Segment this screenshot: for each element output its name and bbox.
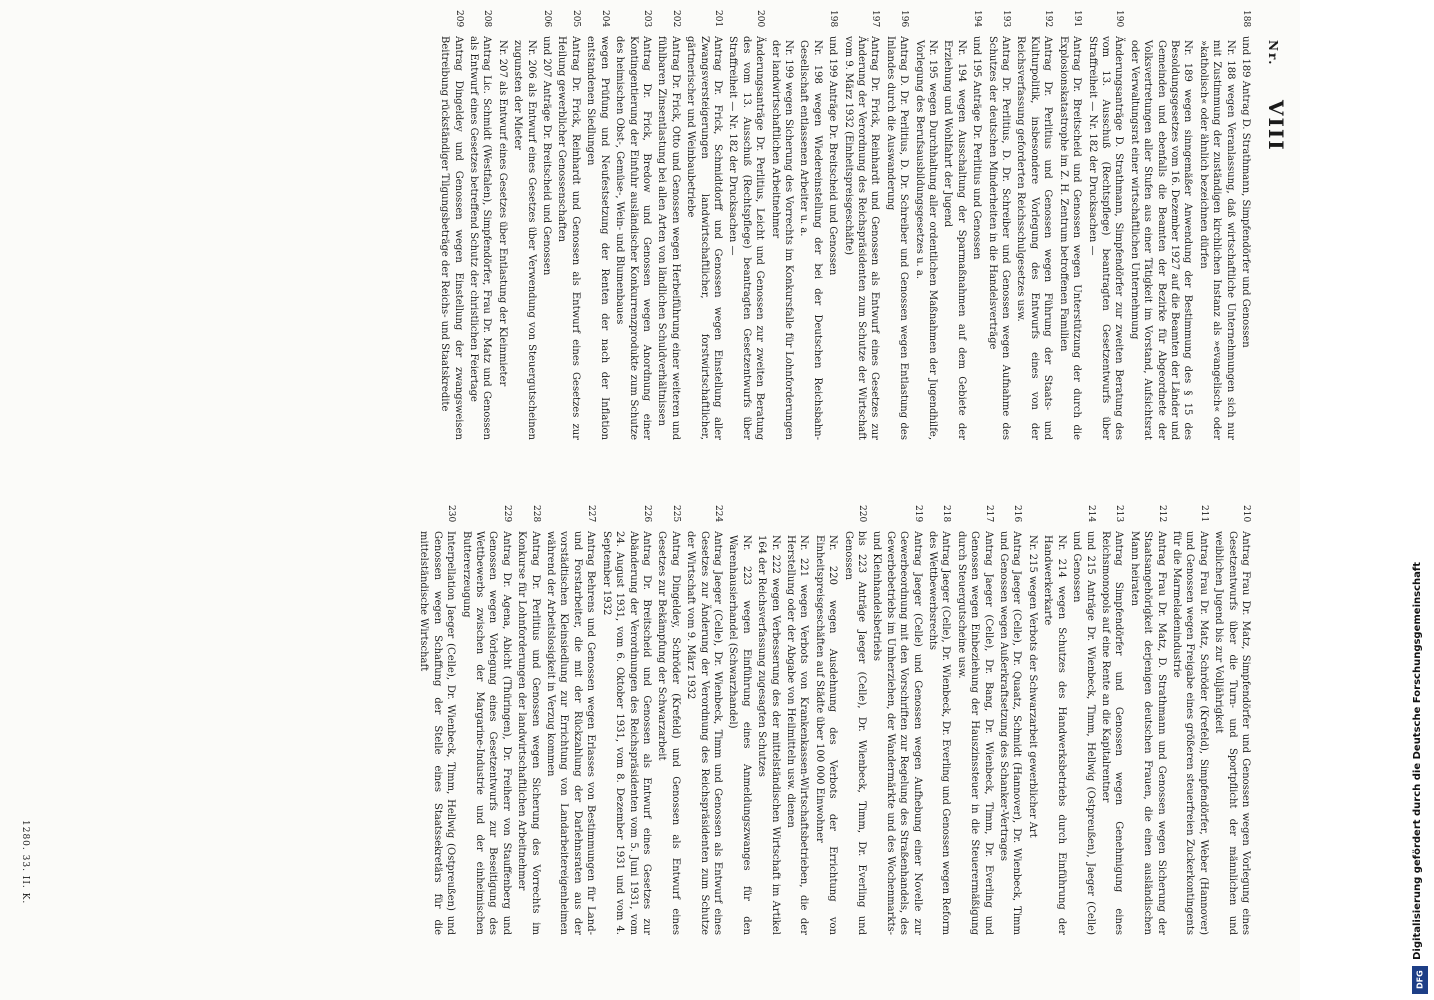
agenda-entry — [655, 505, 682, 935]
entry-number: 230 — [446, 505, 457, 523]
entry-number: 190 — [1114, 10, 1125, 28]
agenda-entry — [841, 505, 868, 935]
entry-text: Antrag Jaeger (Celle) und Genossen wegen Aufhebung einer Novelle zur Gewerbeordnung mit den Vorschriften zur Regelung des Straßenhandels, des Gewerbebetriebs im Umherziehen, der Wandermärkte und des Wochenmarkts- und Kleinhandelsbetriebs — [871, 531, 923, 935]
entry-number: 219 — [912, 505, 923, 523]
entry-number: 204 — [599, 10, 610, 28]
entry-text: Antrag Jaeger (Celle), Dr. Quaatz, Schmidt (Hannover), Dr. Wienbeck, Timm und Genossen wegen Außerkraftsetzung des Schanker-Vertrages — [998, 531, 1023, 935]
entry-text: und 215 Anträge Dr. Wienbeck, Timm, Hellwig (Ostpreußen), Jaeger (Celle) und Genossen — [1071, 531, 1096, 935]
agenda-entry — [467, 10, 494, 440]
agenda-entry — [511, 10, 538, 440]
entry-number: 188 — [1241, 10, 1251, 28]
agenda-entry — [784, 505, 811, 935]
entry-text: bis 223 Anträge Jaeger (Celle), Dr. Wienbeck, Timm, Dr. Everling und Genossen — [842, 531, 868, 935]
entry-text: Nr. 195 wegen Durchhaltung aller ordentlichen Maßnahmen der Jugendhilfe, Vorlegung des Berufsausbildungsgesetzes u. a. — [913, 40, 939, 440]
agenda-entry — [1056, 10, 1083, 440]
entry-number: 225 — [670, 505, 681, 523]
agenda-entry — [941, 10, 968, 440]
entry-text: und 207 Anträge Dr. Breitscheid und Genossen — [541, 36, 553, 276]
agenda-entry — [985, 10, 1012, 440]
entry-text: Antrag Jaeger (Celle), Dr. Wienbeck, Dr. Everling und Genossen wegen Reform des Wettbewerbsrechts — [927, 531, 952, 935]
agenda-entry — [1070, 505, 1097, 935]
entry-text: Nr. 189 wegen sinngemäßer Anwendung der Bestimmung des § 15 des Besoldungsgesetzes vom 16. Dezember 1927 auf die Beamten der Länder und Gemeinden und ebenfalls die Beamten der Bezirke für Abgeordnete der Volksvertretungen aller Stufen aus einer Tätigkeit im Vorstand, Aufsichtsrat oder Verwaltungsrat einer wirtschaftlichen Unternehmung — [1128, 40, 1194, 440]
agenda-entry — [1170, 505, 1210, 935]
agenda-entry — [599, 505, 653, 935]
agenda-entry — [1026, 505, 1039, 935]
entry-text: Antrag Dr. Breitscheid und Genossen wegen Unterstützung der durch die Explosionskatastrophe im Z. H. Zentrum betroffenen Familien — [1057, 36, 1083, 440]
agenda-entry — [459, 505, 513, 935]
agenda-entry — [841, 10, 881, 440]
entry-text: Antrag D. Dr. Perlitius, D. Dr. Schreiber und Genossen wegen Entlastung des Inlandes durch die Auswanderung — [884, 36, 910, 440]
digitization-sidebar — [1408, 0, 1434, 1000]
agenda-entry — [555, 10, 582, 440]
agenda-entry — [1127, 505, 1167, 935]
entry-text: Antrag Frau Dr. Matz, Simpfendörfer und Genossen wegen Vorlegung eines Gesetzentwurfs über die Turn- und Sportpflicht der männlichen und weiblichen Jugend bis zur Volljährigkeit — [1213, 531, 1251, 935]
entry-text: Antrag Lic. Schmidt (Westfalen), Simpfendörfer, Frau Dr. Matz und Genossen als Entwurf eines Gesetzes betreffend Schutz der christlichen Feiertage — [468, 36, 493, 440]
entry-text: Nr. 214 wegen Schutzes des Handwerksbetriebs durch Einführung der Handwerkerkarte — [1042, 535, 1067, 935]
page-header — [1248, 40, 1288, 960]
entry-number: 224 — [712, 505, 723, 523]
agenda-entry — [755, 505, 782, 935]
entry-text: Antrag Dingeldey und Genossen wegen Einstellung der zwangsweisen Beitreibung rückständiger Tilgungsbeträge der Reichs- und Staatskredite — [439, 36, 464, 440]
entry-number: 191 — [1072, 10, 1083, 28]
agenda-entry — [515, 505, 542, 935]
agenda-entry — [1212, 505, 1252, 935]
agenda-entry — [797, 10, 824, 440]
agenda-entry — [726, 10, 766, 440]
entry-text: Nr. 222 wegen Verbesserung des der mittelständischen Wirtschaft im Artikel 164 der Reichsverfassung zugesagten Schutzes — [756, 535, 781, 935]
entry-text: Nr. 223 wegen Einführung eines Anmeldungszwanges für den Warenhausierhandel (Schwarzhandel) — [727, 535, 752, 935]
entry-number: 216 — [1012, 505, 1023, 523]
agenda-entry — [870, 505, 924, 935]
entry-number: 193 — [1001, 10, 1012, 28]
entry-text: wegen Prüfung und Neufestsetzung der Renten der nach der Inflation entstandenen Siedlungen — [585, 36, 610, 440]
entry-number: 212 — [1156, 505, 1167, 523]
page-roman-numeral: VIII — [1264, 100, 1288, 152]
entry-text: Antrag Jaeger (Celle), Dr. Wienbeck, Timm und Genossen als Entwurf eines Gesetzes zur Änderung der Verordnung des Reichspräsidenten zum Schutze der Wirtschaft vom 9. März 1932 — [685, 531, 723, 935]
entry-number: 228 — [530, 505, 541, 523]
entry-number: 211 — [1198, 505, 1209, 523]
entry-number: 209 — [453, 10, 464, 28]
agenda-entry — [883, 10, 910, 440]
entry-text: Antrag Dr. Breitscheid und Genossen als Entwurf eines Gesetzes zur Abänderung der Verordnungen des Reichspräsidenten vom 5. Juni 1931, vom 24. August 1931, vom 6. Oktober 1931, vom 8. Dezember 1931 und vom 4. September 1932 — [600, 531, 652, 935]
entry-text: Nr. 194 wegen Ausschaltung der Sparmaßnahmen auf dem Gebiete der Erziehung und Wohlfahrt der Jugend — [942, 40, 967, 440]
entry-text: und 189 Antrag D. Strathmann, Simpfendörfer und Genossen — [1240, 36, 1251, 348]
entry-number: 226 — [641, 505, 652, 523]
entry-text: Nr. 198 wegen Wiedereinstellung der bei der Deutschen Reichsbahn-Gesellschaft entlassenen Arbeiter u. a. — [798, 40, 823, 440]
agenda-entry — [584, 10, 611, 440]
entry-text: Antrag Frau Dr. Matz, Schröder (Krefeld), Simpfendörfer, Weber (Hannover) und Genossen wegen Freigabe eines größeren steuerfreien Zuckerkontingents für die Marmeladenindustrie — [1170, 531, 1209, 935]
entry-text: Interpellation Jaeger (Celle), Dr. Wienbeck, Timm, Hellwig (Ostpreußen) und Genossen wegen Schaffung der Stelle eines Staatssekretärs für die mittelständische Wirtschaft — [418, 531, 457, 935]
entry-number: 196 — [899, 10, 910, 28]
agenda-entry — [684, 10, 724, 440]
entry-number: 220 — [857, 505, 868, 523]
entry-text: Antrag Frau Dr. Matz, D. Strathmann und Genossen wegen Sicherung der Staatsangehörigkeit derjenigen deutschen Frauen, die einen ausländischen Mann heiraten — [1128, 531, 1167, 935]
entry-text: Änderungsanträge Dr. Perlitius, Leicht und Genossen zur zweiten Beratung des vom 13. Ausschuß (Rechtspflege) beantragten Gesetzentwurfs über Straffreiheit — Nr. 182 der Drucksachen — — [727, 36, 766, 440]
agenda-entry — [1014, 10, 1054, 440]
agenda-entry — [997, 505, 1024, 935]
left-column — [42, 10, 1252, 440]
entry-text: Nr. 188 wegen Veranlassung, daß wirtschaftliche Unternehmungen sich nur mit Zustimmung der zuständigen kirchlichen Instanz als »evangelisch« oder »katholisch« oder ähnlich bezeichnen dürfen — [1197, 40, 1236, 440]
entry-text: Antrag Dr. Perlitius und Genossen wegen Führung der Staats- und Kulturpolitik, insbesondere Vorlegung des Entwurfs eines von der Reichsverfassung geforderten Reichsschulgesetzes usw. — [1015, 36, 1054, 440]
agenda-entry — [655, 10, 682, 440]
entry-text: Antrag Dr. Frick, Reinhardt und Genossen als Entwurf eines Gesetzes zur Änderung der Verordnung des Reichspräsidenten zum Schutze der Wirtschaft vom 9. März 1932 (Einheitspreisgeschäfte) — [842, 36, 881, 440]
entry-number: 229 — [501, 505, 512, 523]
agenda-entry — [1239, 10, 1252, 440]
column-head-nr: Nr. — [1266, 40, 1280, 67]
agenda-entry — [544, 505, 598, 935]
entry-text: Antrag Dr. Frick, Reinhardt und Genossen als Entwurf eines Gesetzes zur Heilung gewerblicher Genossenschaften — [556, 36, 581, 440]
agenda-entry — [1085, 10, 1125, 440]
entry-text: und 199 Anträge Dr. Breitscheid und Genossen — [827, 36, 839, 276]
entry-number: 200 — [755, 10, 766, 28]
agenda-entry — [613, 10, 653, 440]
entry-number: 208 — [482, 10, 493, 28]
entry-number: 210 — [1241, 505, 1251, 523]
agenda-entry — [1127, 10, 1194, 440]
agenda-entry — [926, 505, 953, 935]
entry-number: 203 — [641, 10, 652, 28]
agenda-entry — [495, 10, 508, 440]
entry-number: 214 — [1085, 505, 1096, 523]
print-code: 1280. 33. II. K. — [20, 820, 30, 905]
entry-text: Änderungsanträge D. Strathmann, Simpfendörfer zur zweiten Beratung des vom 13. Ausschuß (Rechtspflege) beantragten Gesetzentwurfs über Straffreiheit — Nr. 182 der Drucksachen — — [1086, 36, 1125, 440]
agenda-entry — [826, 10, 839, 440]
agenda-entry — [812, 505, 839, 935]
entry-text: Antrag Dr. Frick, Bredow und Genossen wegen Anordnung einer Kontingentierung der Einfuhr ausländischer Konkurrenzprodukte zum Schutze des heimischen Obst-, Gemüse-, Wein- und Blumenbaues — [614, 36, 652, 440]
entry-text: Antrag Dingeldey, Schröder (Krefeld) und Genossen als Entwurf eines Gesetzes zur Bekämpfung der Schwarzarbeit — [656, 531, 681, 935]
entry-text: Nr. 206 als Entwurf eines Gesetzes über Verwendung von Steuergutscheinen zugunsten der Mieter — [512, 40, 537, 440]
entry-text: Antrag Dr. Frick, Otto und Genossen wegen Herbeiführung einer weiteren und fühlbaren Zinsentlastung bei allen Arten von ländlichen Schuldverhältnissen — [656, 36, 681, 440]
entry-text: Nr. 207 als Entwurf eines Gesetzes über Entlastung der Kleinmieter — [496, 40, 508, 387]
entry-number: 194 — [972, 10, 983, 28]
entry-text: Antrag Dr. Frick, Schmidtdorff und Genossen wegen Einstellung aller Zwangsversteigerungen landwirtschaftlicher, forstwirtschaftlicher, gärtnerischer und Weinbaubetriebe — [685, 36, 723, 440]
entry-text: Antrag Jaeger (Celle), Dr. Bang, Dr. Wienbeck, Timm, Dr. Everling und Genossen wegen Einbeziehung der Hauszinssteuer in die Steuerermäßigung durch Steuergutscheine usw. — [955, 531, 994, 935]
entry-text: Nr. 220 wegen Ausdehnung des Verbots der Errichtung von Einheitspreisgeschäften auf Städte über 100 000 Einwohner — [813, 535, 839, 935]
entry-text: Antrag Simpfendörfer und Genossen wegen Genehmigung eines Reichsmonopols auf eine Rente an die Kapitalrentner — [1099, 531, 1125, 935]
entry-number: 198 — [828, 10, 839, 28]
entry-number: 217 — [983, 505, 994, 523]
agenda-entry — [684, 505, 724, 935]
entry-text: Antrag Behrens und Genossen wegen Erlasses von Bestimmungen für Land- und Forstarbeiter, die mit der Rückzahlung der Darlehnsraten aus der vorstädtischen Kleinsiedlung zur Errichtung von Landarbeitereigenheimen während der Arbeitslosigkeit in Verzug kommen — [545, 531, 597, 935]
agenda-entry — [438, 10, 465, 440]
agenda-entry — [1196, 10, 1236, 440]
entry-number: 202 — [670, 10, 681, 28]
agenda-entry — [726, 505, 753, 935]
entry-text: Nr. 215 wegen Verbots der Schwarzarbeit gewerblicher Art — [1026, 535, 1038, 838]
entry-text: und 195 Anträge Dr. Perlitius und Genossen — [971, 36, 983, 260]
entry-number: 201 — [712, 10, 723, 28]
agenda-entry — [540, 10, 553, 440]
entry-number: 192 — [1043, 10, 1054, 28]
agenda-entry — [417, 505, 457, 935]
entry-text: Nr. 199 wegen Sicherung des Vorrechts im Konkursfalle für Lohnforderungen der landwirtschaftlichen Arbeitnehmer — [769, 40, 794, 440]
entry-number: 213 — [1114, 505, 1125, 523]
entry-number: 205 — [570, 10, 581, 28]
entry-text: Antrag Dr. Perlitius, D. Dr. Schreiber und Genossen wegen Aufnahme des Schutzes der deutschen Minderheiten in die Handelsverträge — [986, 36, 1012, 440]
right-column — [42, 505, 1252, 935]
dfg-logo: DFG — [1412, 966, 1428, 994]
agenda-entry — [912, 10, 939, 440]
entry-number: 218 — [941, 505, 952, 523]
funding-note: Digitalisierung gefördert durch die Deutsche Forschungsgemeinschaft — [1412, 562, 1423, 960]
agenda-entry — [970, 10, 983, 440]
agenda-entry — [954, 505, 994, 935]
agenda-entry — [1041, 505, 1068, 935]
agenda-entry — [768, 10, 795, 440]
entry-text: Antrag Dr. Agena, Abicht (Thüringen), Dr. Freiherr von Stauffenberg und Genossen wegen Vorlegung eines Gesetzentwurfs zur Beseitigung des Wettbewerbs zwischen der Margarine-Industrie und der einheimischen Buttererzeugung — [460, 531, 512, 935]
entry-number: 197 — [870, 10, 881, 28]
entry-text: Nr. 221 wegen Verbots von Krankenkassen-Wirtschaftsbetrieben, die der Herstellung oder der Abgabe von Heilmitteln usw. dienen — [785, 535, 810, 935]
entry-number: 206 — [542, 10, 553, 28]
agenda-entry — [1099, 505, 1126, 935]
entry-number: 227 — [586, 505, 597, 523]
entry-text: Antrag Dr. Perlitius und Genossen wegen Sicherung des Vorrechts im Konkurse für Lohnforderungen der landwirtschaftlichen Arbeitnehmer — [516, 531, 541, 935]
